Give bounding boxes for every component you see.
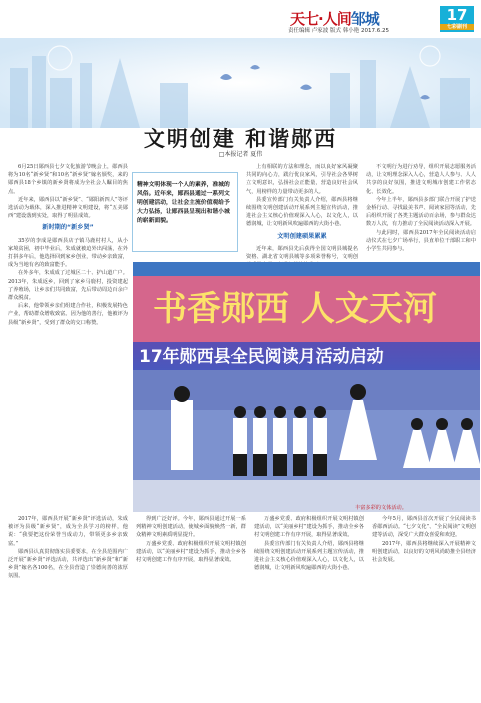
subtitle-graphic: [133, 342, 480, 370]
banner-subtitle-text: 17年郧西县全民阅读月活动启动: [139, 347, 384, 367]
logo-main-text: 天七·人间: [290, 10, 351, 28]
article-column-1: [8, 163, 128, 513]
paragraph: 后来，他带领乡亲们组建合作社，积极发展特色产业，帮助群众增收致富。因为他的善行，他被评为县级“新乡贤”，受到了群众的交口称赞。: [8, 303, 128, 326]
page-header: [0, 0, 481, 38]
banner-graphic: [133, 262, 480, 342]
paragraph: 今年上半年，郧西县多部门联合开展了护送金桥行动、寻找最美书声、阅读家园等活动，先后组织开展了各类主题活动百余场，参与群众达数万人次，有力推动了全民阅读活动深入开展。: [366, 196, 476, 228]
paragraph: 35岁的李成是郧西县店子镇马鹿村村人，从小家境贫困，初中毕业后，朱成就被迫外出闯荡，在外打拼多年后，他选择回到家乡创业，带动乡亲致富，成为当地有名的致富能手。: [8, 237, 128, 269]
paragraph: 郧西县认真贯彻落实县委要求，在全县范围内广泛开展“新乡贤”评选活动，共评选出“新乡贤”和“新乡贤”嫁名各100名，在全县营造了崇德向善的浓厚氛围。: [8, 548, 128, 580]
photo-caption: 丰富多彩的文体活动。: [355, 505, 407, 511]
paragraph: 6月25日郧西县七夕文化旅游节晚会上，郧西县将为10名“新乡贤”和10名“新乡贤”嫁名颁奖，来的郧西县18个乡镇的新乡贤将成为全社会人瞩目的焦点。: [8, 164, 128, 195]
paragraph: 与此同时，郧西县2017年全民阅读活动启动仪式在七夕广场举行，县直单位干部职工和中小学生共同参与。: [366, 229, 476, 253]
lower-column-1: [8, 515, 128, 699]
paragraph: 2017年，郧西县开展“新乡贤”评选活动，朱成被评为县级“新乡贤”，成为全县学习的榜样，他说：“我要把这份荣誉当成动力，带领更多乡亲致富。”: [8, 516, 128, 547]
logo-accent-text: 邹城: [350, 10, 379, 28]
paragraph: 今年5月，郧西县首次开展了全民阅读书香郧西活动。“七夕文化”、“全民阅读”文明创建等活动，深受广大群众喜爱和欢迎。: [372, 516, 476, 539]
paragraph: 万盛乡党委、政府积极组织开展文明村镇创建活动，以“美丽乡村”建设为抓手，推动全乡各村文明创建工作有序开展，取得显著成效。: [254, 516, 364, 539]
paragraph: 县委宣传部门有关负责人介绍，郧西县将继续围绕文明创建活动开展系列主题宣传活动，推进社会主义核心价值观深入人心，以文化人，以德润城，让文明新风吹遍郧西的大街小巷。: [246, 196, 358, 228]
section-subheading: 新时期的“新乡贤”: [42, 224, 94, 232]
page-label: 七彩副刊: [440, 24, 474, 30]
section-subheading: 文明创建硕果累累: [277, 232, 327, 240]
photo-subtitle-band: [133, 342, 480, 370]
article-column-2: [246, 163, 358, 259]
paragraph: 近年来，郧西县先后获得全国文明县城提名资格、湖北省文明县城等多项荣誉称号，文明创: [246, 245, 358, 261]
paragraph: 县委宣传部门有关负责人介绍，郧西县将继续围绕文明创建活动开展系列主题宣传活动，推进社会主义核心价值观深入人心，以文化人，以德润城，让文明新风吹遍郧西的大街小巷。: [254, 540, 364, 572]
paragraph: 2017年，郧西县将继续深入开展精神文明创建活动，以良好的文明风尚助推全县经济社会发展。: [372, 540, 476, 564]
paragraph: 不文明行为进行劝导，组织开展志愿服务活动，让文明理念深入人心，营造人人参与、人人共享的良好氛围，推进文明城市创建工作常态化、长效化。: [366, 164, 476, 195]
paragraph: 在外多年，朱成成了过城区二十、护山道广户。2013年，朱成返乡，回到了家乡马鹿村，投资建起了养殖场，让乡亲们共同致富，先后带动周边百余户群众脱贫。: [8, 270, 128, 302]
stage-photo: [133, 262, 480, 512]
article-byline: □本报记者 夏伟: [218, 151, 263, 158]
lower-column-2: [136, 515, 246, 699]
pull-quote-box: [132, 172, 238, 252]
paragraph: 近年来，郧西县以“新乡贤”、“郧阳新四人”等评选活动为载体，深入推进精神文明建设，将“五美郧西”建设落到实处，取得了明显成效。: [8, 196, 128, 220]
paragraph: 得到广泛好评。今年，郧西县通过开展一系列精神文明创建活动，使城乡面貌焕然一新，群众精神文明素质明显提升。: [136, 516, 246, 539]
stage-scene: [133, 370, 480, 512]
cityscape-illustration: [0, 38, 481, 128]
page-number-badge: [440, 6, 474, 32]
lower-column-3: [254, 515, 364, 699]
photo-stage-banner: [133, 262, 480, 342]
lower-column-4: [372, 515, 476, 699]
header-illustration: [0, 38, 481, 128]
page-number: 17: [446, 6, 468, 24]
pull-quote-text: 精神文明体现一个人的素养，准城的风俗。近年来，郧西县通过一系列文明创建活动，让社会主流价值观给予大力弘扬，让郧西县呈现出和谐小城的崭新面貌。: [137, 182, 230, 224]
article-headline: 文明创建 和谐郧西: [143, 126, 338, 151]
paragraph: 万盛乡党委、政府积极组织开展文明村镇创建活动，以“美丽乡村”建设为抓手，推动全乡各村文明创建工作有序开展，取得显著成效。: [136, 540, 246, 564]
article-column-3: [366, 163, 476, 259]
banner-headline-text: 书香郧西 人文天河: [153, 289, 437, 329]
paragraph: 上有相联的方法和理念，而以良好家风凝聚共同的向心力，践行优良家风，引导社会各界树立文明意识，弘扬社会正能量，营造良好社会风气，用榜样的力量带动更多的人。: [246, 164, 358, 195]
editor-meta-line: 责任编辑 卢家波 版式 韩小艳 2017.6.25: [288, 28, 389, 34]
